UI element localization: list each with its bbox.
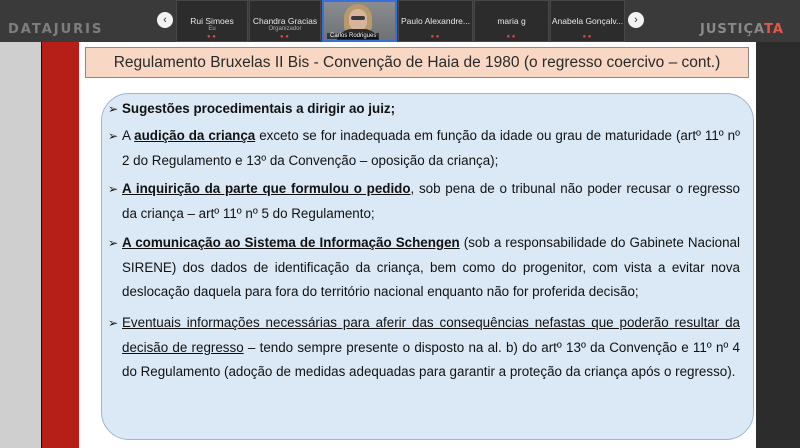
participant-video bbox=[324, 2, 395, 40]
participant-tile[interactable] bbox=[474, 0, 549, 42]
participant-name: Anabela Gonçalv... bbox=[551, 16, 624, 26]
chevron-left-icon: ‹ bbox=[163, 14, 167, 26]
mic-muted-icon: ● ● bbox=[207, 34, 216, 40]
next-participants-button[interactable] bbox=[628, 12, 644, 28]
participant-name: Paulo Alexandre... bbox=[401, 16, 470, 26]
slide-title: Regulamento Bruxelas II Bis - Convenção de Haia de 1980 (o regresso coercivo – cont.) bbox=[113, 54, 721, 71]
list-item: ➢ A comunicação ao Sistema de Informação Schengen (sob a responsabilidade do Gabinete Nacional SIRENE) dos dados de identificação da criança, bem como do progenitor, com vista a evitar nova deslocação daquela para fora do território nacional enquanto não for proferida decisão; bbox=[108, 231, 740, 305]
participant-tile[interactable] bbox=[550, 0, 625, 42]
justica-watermark: JUSTIÇATA bbox=[700, 22, 784, 37]
mic-muted-icon: ● ● bbox=[506, 34, 516, 40]
arrow-bullet-icon: ➢ bbox=[108, 236, 119, 250]
participant-name: maria g bbox=[497, 16, 526, 26]
shared-slide bbox=[0, 42, 800, 448]
list-item: ➢ Eventuais informações necessárias para aferir das consequências nefastas que poderão resultar da decisão de regresso – tendo sempre presente o disposto na al. b) do artº 13º da Convenção e 11º nº 4 do Regulamento (adoção de medidas adequadas para garantir a proteção da criança após o regresso). bbox=[108, 311, 740, 385]
list-item: ➢ Sugestões procedimentais a dirigir ao juiz; bbox=[108, 97, 740, 122]
participant-role: Organizador bbox=[268, 26, 302, 32]
arrow-bullet-icon: ➢ bbox=[108, 129, 119, 143]
arrow-bullet-icon: ➢ bbox=[108, 182, 119, 196]
previous-participants-button[interactable] bbox=[157, 12, 173, 28]
participant-strip bbox=[0, 0, 800, 42]
slide-red-bar bbox=[42, 42, 79, 448]
participant-role: Eu bbox=[208, 26, 216, 32]
list-item: ➢ A inquirição da parte que formulou o pedido, sob pena de o tribunal não poder recusar o regresso da criança – artº 11º nº 5 do Regulamento; bbox=[108, 177, 740, 226]
mic-muted-icon: ● ● bbox=[280, 34, 289, 40]
participant-name: Carlos Rodrigues bbox=[327, 33, 379, 39]
participant-tile[interactable] bbox=[249, 0, 321, 42]
arrow-bullet-icon: ➢ bbox=[108, 316, 119, 330]
datajuris-watermark: DATAJURIS bbox=[8, 22, 104, 37]
participant-name: Chandra Gracias bbox=[252, 16, 318, 26]
chevron-right-icon: › bbox=[634, 14, 638, 26]
list-item: ➢ A audição da criança exceto se for inadequada em função da idade ou grau de maturidade (artº 11º nº 2 do Regulamento e 13º da Convenção – oposição da criança); bbox=[108, 124, 740, 173]
participant-video-tile[interactable] bbox=[322, 0, 397, 42]
slide-title-box bbox=[85, 47, 749, 78]
participant-tile[interactable] bbox=[398, 0, 473, 42]
arrow-bullet-icon: ➢ bbox=[108, 102, 119, 116]
participant-tile[interactable] bbox=[176, 0, 248, 42]
participant-name: Rui Simoes bbox=[190, 16, 234, 26]
mic-muted-icon: ● ● bbox=[582, 34, 592, 40]
mic-muted-icon: ● ● bbox=[430, 34, 440, 40]
